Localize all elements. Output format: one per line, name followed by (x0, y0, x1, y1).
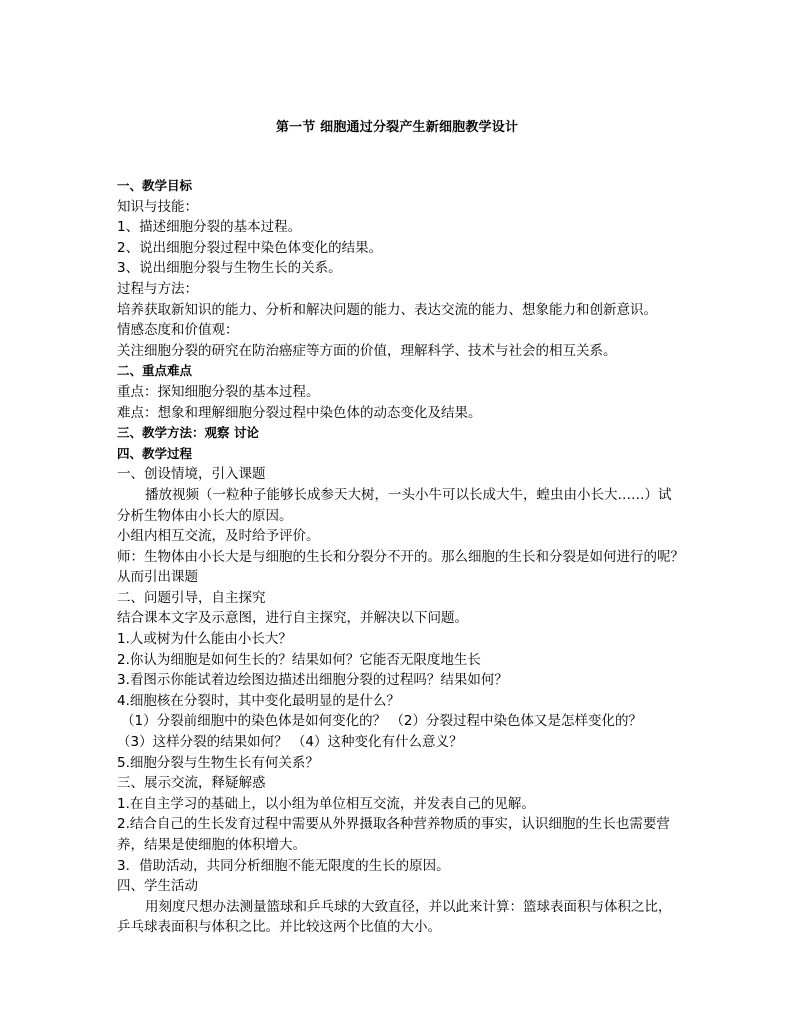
text-line: 1、描述细胞分裂的基本过程。 (117, 219, 302, 236)
text-line: 过程与方法： (117, 280, 198, 297)
text-line: 2、说出细胞分裂过程中染色体变化的结果。 (117, 239, 383, 256)
text-line: 播放视频（一粒种子能够长成参天大树，一头小牛可以长成大牛，蝗虫由小长大……）试 (145, 486, 672, 503)
text-line: 结合课本文字及示意图，进行自主探究，并解决以下问题。 (117, 610, 468, 627)
text-line: 用刻度尺想办法测量篮球和乒乓球的大致直径，并以此来计算：篮球表面积与体积之比， (145, 898, 672, 915)
text-line: （3）这样分裂的结果如何？ （4）这种变化有什么意义？ (117, 734, 463, 751)
page-title: 第一节 细胞通过分裂产生新细胞教学设计 (275, 120, 519, 135)
document-body (117, 176, 707, 938)
text-line: （1）分裂前细胞中的染色体是如何变化的？ （2）分裂过程中染色体又是怎样变化的？ (121, 713, 642, 730)
section-heading: 二、重点难点 (117, 363, 193, 379)
section-heading: 四、教学过程 (117, 445, 193, 461)
text-line: 培养获取新知识的能力、分析和解决问题的能力、表达交流的能力、想象能力和创新意识。 (117, 301, 657, 318)
text-line: 3．借助活动，共同分析细胞不能无限度的生长的原因。 (117, 857, 450, 874)
text-line: 师：生物体由小长大是与细胞的生长和分裂分不开的。那么细胞的生长和分裂是如何进行的呢？ (117, 548, 684, 565)
text-line: 3、说出细胞分裂与生物生长的关系。 (117, 260, 342, 277)
text-line: 难点：想象和理解细胞分裂过程中染色体的动态变化及结果。 (117, 404, 482, 421)
text-line: 4.细胞核在分裂时，其中变化最明显的是什么？ (117, 692, 400, 709)
text-line: 1.在自主学习的基础上，以小组为单位相互交流，并发表自己的见解。 (117, 795, 535, 812)
text-line: 一、创设情境，引入课题 (117, 466, 266, 483)
section-heading: 三、教学方法：观察 讨论 (117, 425, 259, 441)
text-line: 关注细胞分裂的研究在防治癌症等方面的价值，理解科学、技术与社会的相互关系。 (117, 342, 617, 359)
text-line: 四、学生活动 (117, 878, 198, 895)
text-line: 从而引出课题 (117, 569, 198, 586)
text-line: 情感态度和价值观： (117, 322, 239, 339)
text-line: 3.看图示你能试着边绘图边描述出细胞分裂的过程吗？结果如何？ (117, 672, 508, 689)
text-line: 2.结合自己的生长发育过程中需要从外界摄取各种营养物质的事实，认识细胞的生长也需要营 (117, 816, 670, 833)
text-line: 5.细胞分裂与生物生长有何关系？ (117, 754, 319, 771)
section-heading: 一、教学目标 (117, 178, 193, 193)
text-line: 二、问题引导，自主探究 (117, 589, 266, 606)
text-line: 知识与技能： (117, 198, 198, 215)
text-line: 分析生物体由小长大的原因。 (117, 507, 293, 524)
text-line: 乒乓球表面积与体积之比。并比较这两个比值的大小。 (117, 919, 441, 936)
text-line: 1.人或树为什么能由小长大？ (117, 631, 292, 648)
text-line: 重点：探知细胞分裂的基本过程。 (117, 383, 320, 400)
text-line: 养，结果是使细胞的体积增大。 (117, 837, 306, 853)
text-line: 小组内相互交流，及时给予评价。 (117, 528, 320, 545)
text-line: 三、展示交流，释疑解惑 (117, 775, 266, 792)
text-line: 2.你认为细胞是如何生长的？结果如何？它能否无限度地生长 (117, 651, 481, 668)
